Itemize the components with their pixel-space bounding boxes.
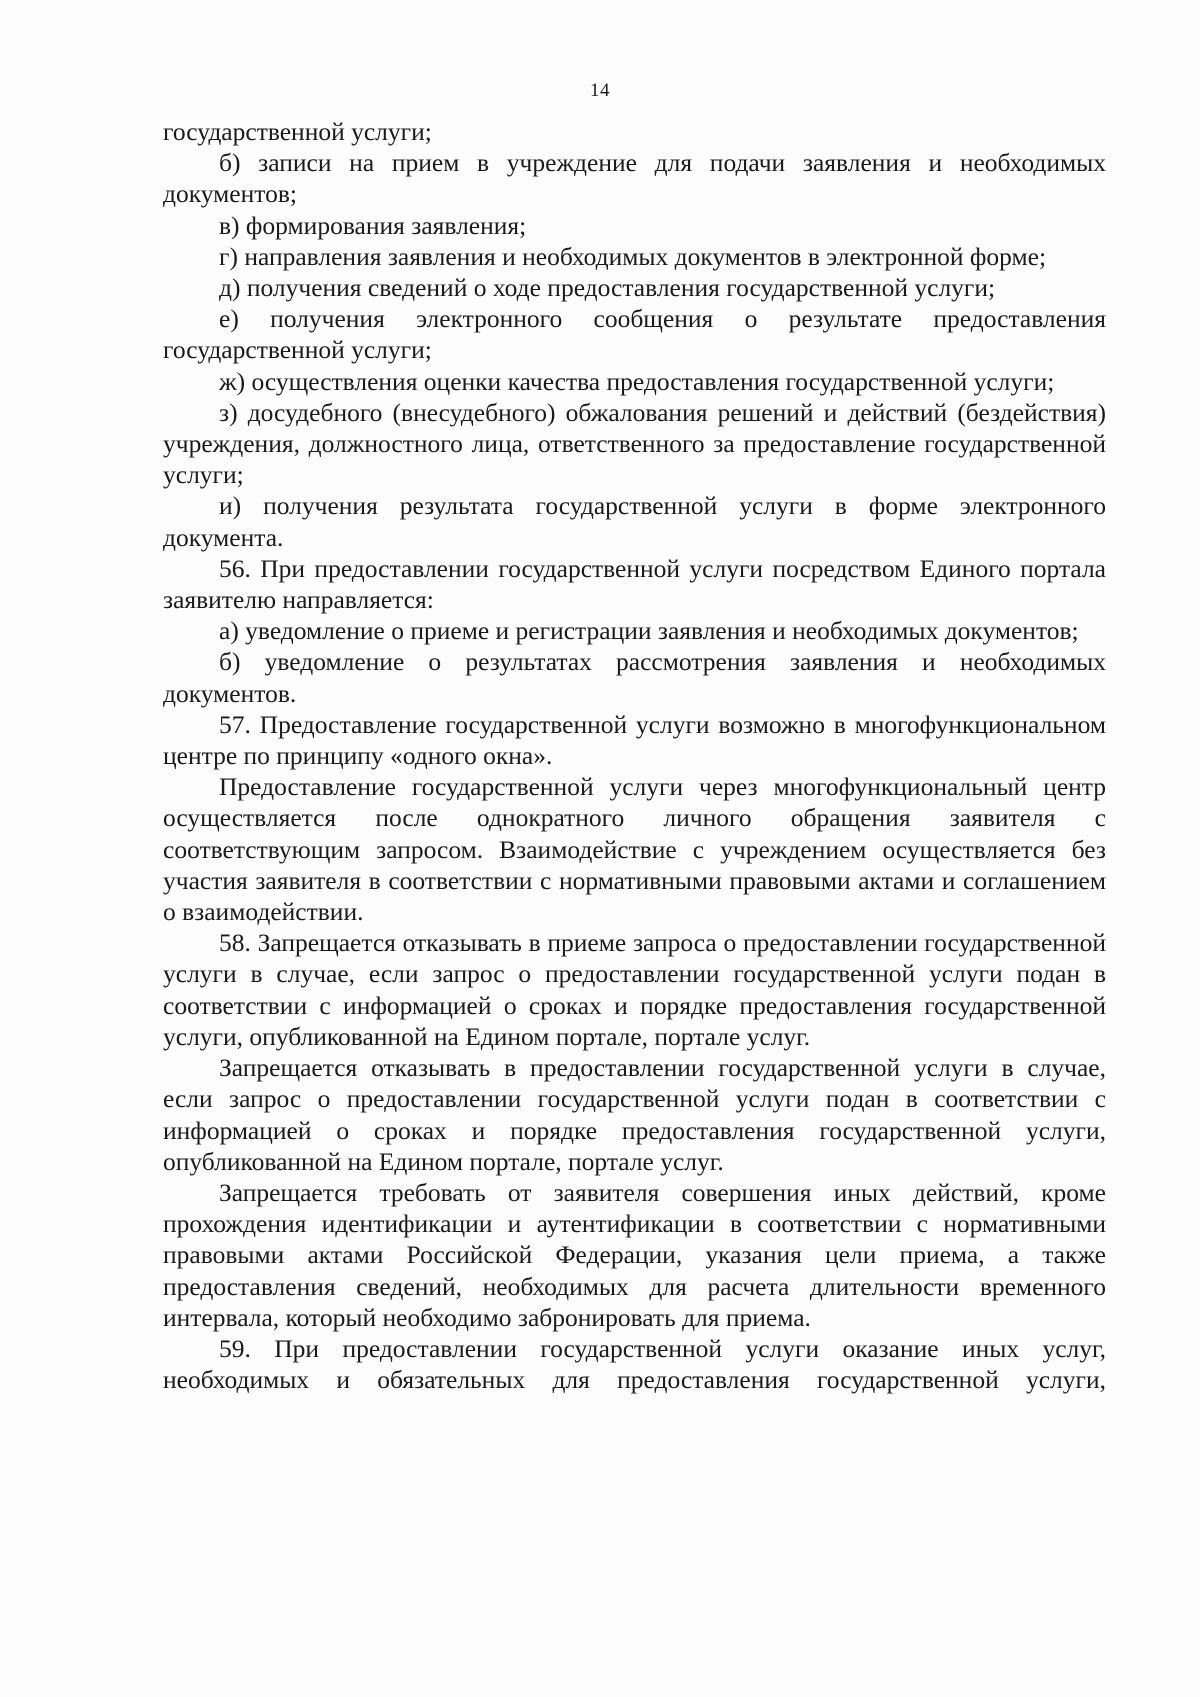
clause-57: 57. Предоставление государственной услуги возможно в многофункциональном центре по принципу «одного окна». xyxy=(163,709,1106,771)
clause-56: 56. При предоставлении государственной услуги посредством Единого портала заявителю направляется: xyxy=(163,553,1106,615)
list-item-z: з) досудебного (внесудебного) обжалования решений и действий (бездействия) учреждения, должностного лица, ответственного за предоставление государственной услуги; xyxy=(163,397,1106,490)
paragraph-continuation: государственной услуги; xyxy=(163,117,432,146)
list-item-e: е) получения электронного сообщения о результате предоставления государственной услуги; xyxy=(163,304,1106,365)
clause-57-paragraph: Предоставление государственной услуги через многофункциональный центр осуществляется после однократного личного обращения заявителя с соответствующим запросом. Взаимодействие с учреждением осуществляется без участия заявителя в соответствии с нормативными правовыми актами и соглашением о взаимодействии. xyxy=(163,772,1106,927)
page-number: 14 xyxy=(590,80,610,101)
list-item-d: д) получения сведений о ходе предоставления государственной услуги; xyxy=(219,273,996,303)
list-item-v: в) формирования заявления; xyxy=(219,210,527,240)
clause-58-paragraph-2: Запрещается отказывать в предоставлении государственной услуги в случае, если запрос о предоставлении государственной услуги подан в соответствии с информацией о сроках и порядке предоставления государственной услуги, опубликованной на Едином портале, портале услуг. xyxy=(163,1053,1106,1176)
clause-58: 58. Запрещается отказывать в приеме запроса о предоставлении государственной услуги в случае, если запрос о предоставлении государственной услуги подан в соответствии с информацией о сроках и порядке предоставления государственной услуги, опубликованной на Едином портале, портале услуг. xyxy=(163,928,1106,1051)
clause-56-item-b: б) уведомление о результатах рассмотрения заявления и необходимых документов. xyxy=(163,647,1106,708)
list-item-b: б) записи на прием в учреждение для подачи заявления и необходимых документов; xyxy=(163,148,1106,209)
document-body xyxy=(163,116,1106,1395)
list-item-i: и) получения результата государственной услуги в форме электронного документа. xyxy=(163,491,1106,552)
clause-59: 59. При предоставлении государственной услуги оказание иных услуг, необходимых и обязательных для предоставления государственной услуги, xyxy=(163,1333,1106,1395)
list-item-g: г) направления заявления и необходимых документов в электронной форме; xyxy=(219,241,1047,271)
list-item-zh: ж) осуществления оценки качества предоставления государственной услуги; xyxy=(219,366,1055,396)
clause-56-item-a: а) уведомление о приеме и регистрации заявления и необходимых документов; xyxy=(219,616,1079,646)
clause-58-paragraph-3: Запрещается требовать от заявителя совершения иных действий, кроме прохождения идентификации и аутентификации в соответствии с нормативными правовыми актами Российской Федерации, указания цели приема, а также предоставления сведений, необходимых для расчета длительности временного интервала, который необходимо забронировать для приема. xyxy=(163,1177,1106,1332)
